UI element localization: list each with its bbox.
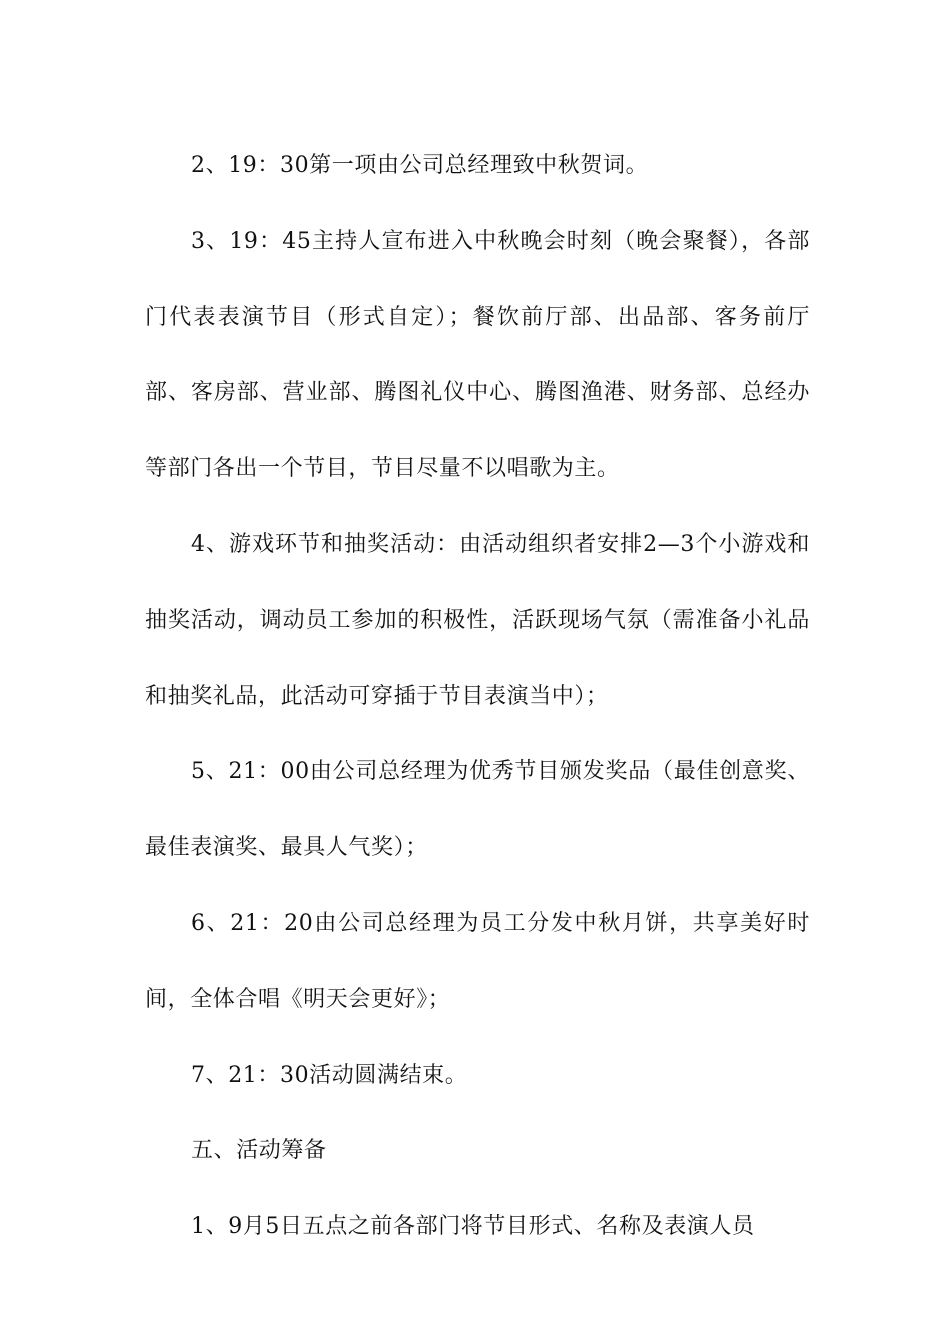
document-body	[145, 128, 810, 1265]
paragraph-item-3-performances: 3、19：45主持人宣布进入中秋晚会时刻（晚会聚餐），各部门代表表演节目（形式自定）；餐饮前厅部、出品部、客务前厅部、客房部、营业部、腾图礼仪中心、腾图渔港、财务部、总经办等部门各出一个节目，节目尽量不以唱歌为主。	[145, 228, 810, 482]
paragraph-item-2-speech: 2、19：30第一项由公司总经理致中秋贺词。	[191, 153, 649, 178]
section-heading-preparation: 五、活动筹备	[191, 1138, 327, 1164]
paragraph-item-4-games-lottery: 4、游戏环节和抽奖活动：由活动组织者安排2—3个小游戏和抽奖活动，调动员工参加的积极性，活跃现场气氛（需准备小礼品和抽奖礼品，此活动可穿插于节目表演当中）；	[145, 531, 810, 709]
paragraph-item-6-mooncakes: 6、21：20由公司总经理为员工分发中秋月饼，共享美好时间，全体合唱《明天会更好》；	[145, 910, 810, 1012]
paragraph-item-7-closing: 7、21：30活动圆满结束。	[191, 1062, 468, 1088]
paragraph-item-5-awards: 5、21：00由公司总经理为优秀节目颁发奖品（最佳创意奖、最佳表演奖、最具人气奖）；	[145, 759, 810, 861]
paragraph-prep-item-1: 1、9月5日五点之前各部门将节目形式、名称及表演人员	[191, 1214, 755, 1240]
